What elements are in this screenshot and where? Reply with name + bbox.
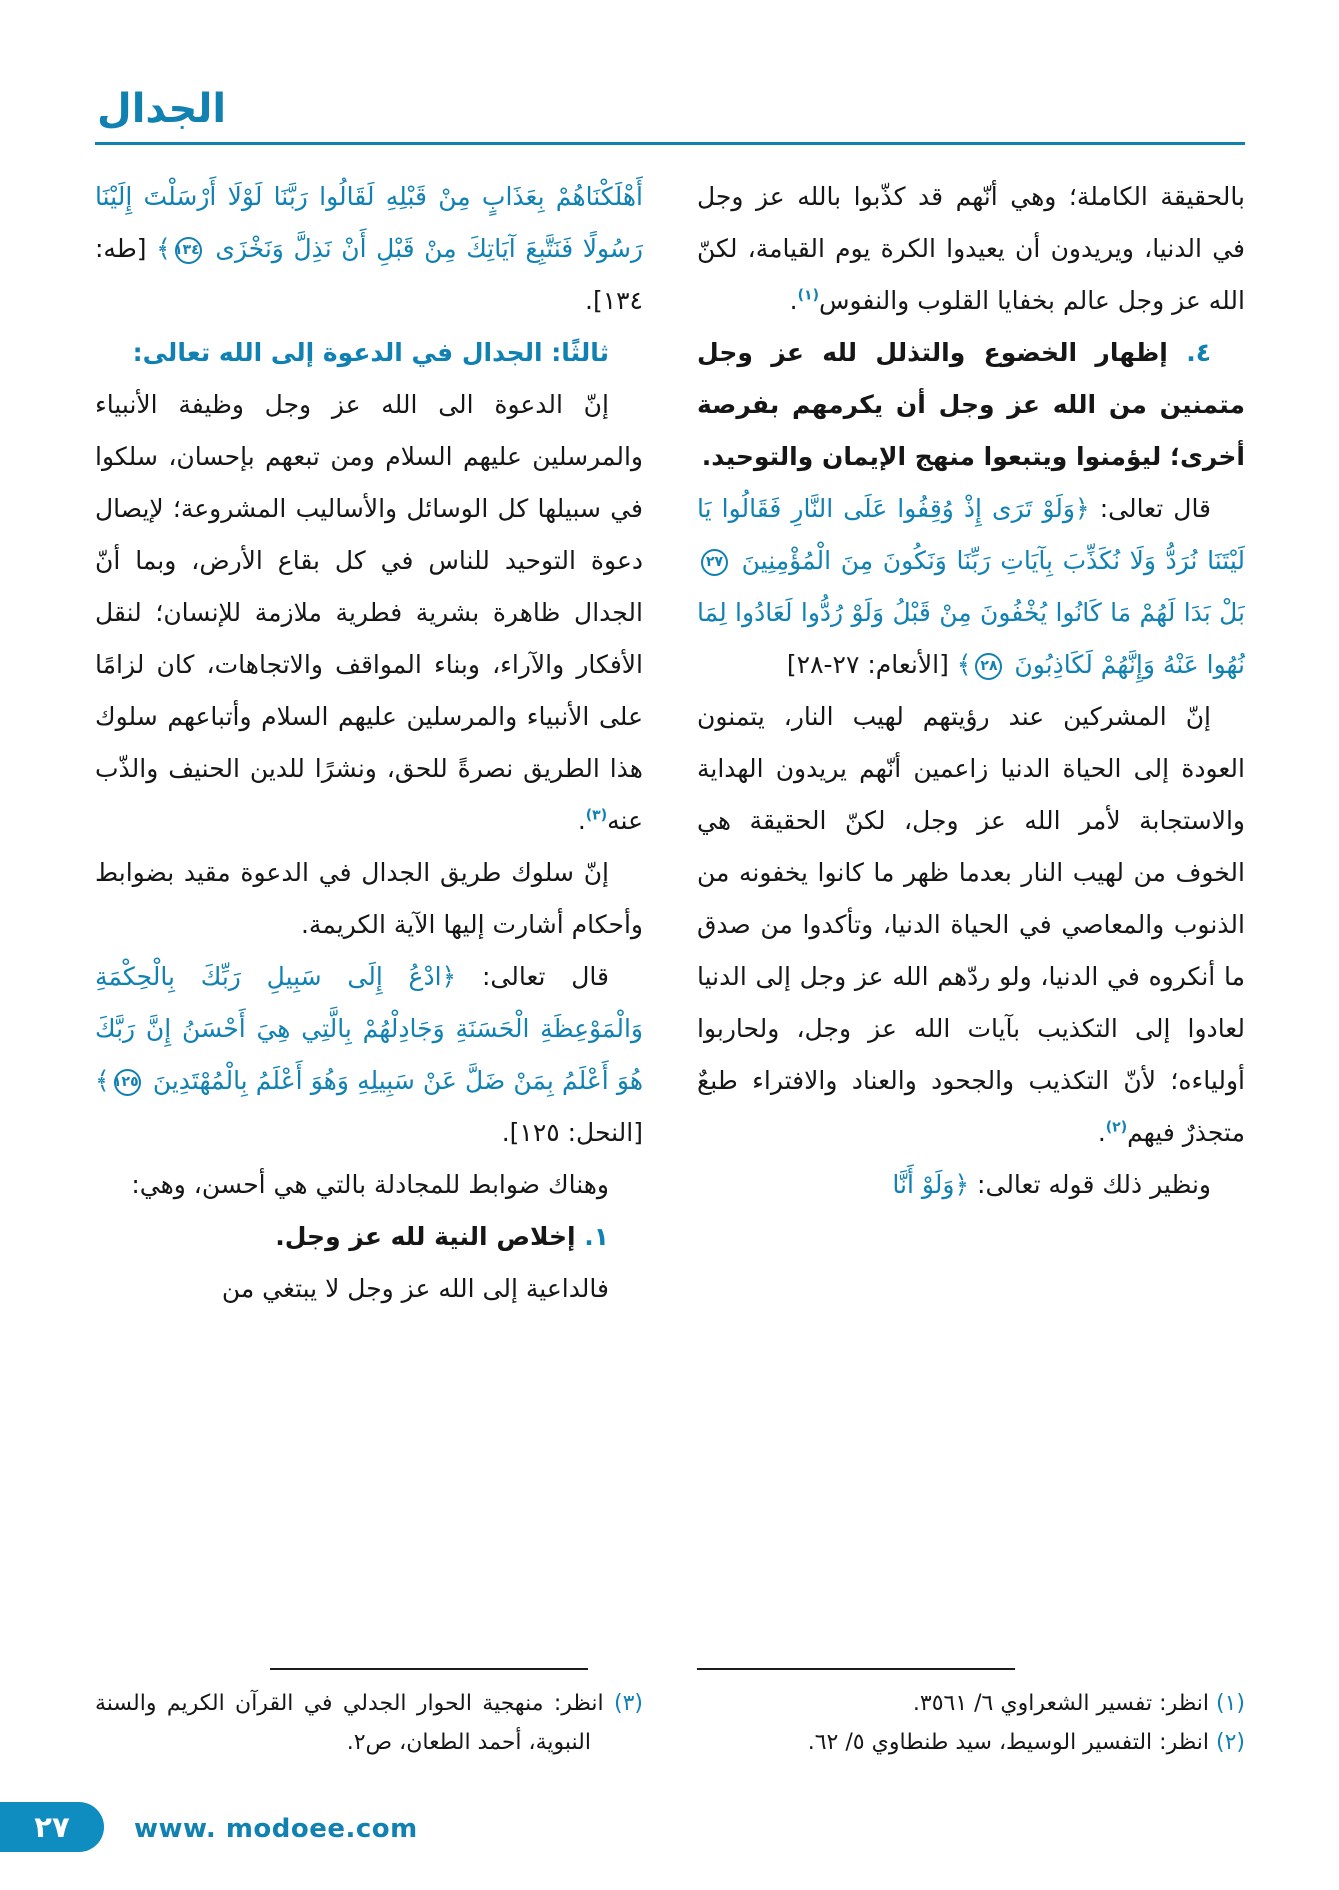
ayah-number: ٢٨: [975, 653, 1002, 680]
text-run: [النحل: ١٢٥].: [501, 1118, 643, 1147]
text-run: قال تعالى:: [456, 962, 609, 991]
website-url: www. modoee.com: [134, 1814, 418, 1844]
ayah-number: ١٣٤: [175, 237, 202, 264]
quran-text: ﴾: [95, 1066, 110, 1095]
para-dawabit: [95, 1159, 643, 1211]
text-run: .: [577, 806, 586, 835]
footnotes-block: [697, 1658, 1245, 1763]
chapter-title: الجدال: [97, 86, 227, 132]
page-content: [95, 88, 1245, 1763]
list-item-1: [95, 1211, 643, 1263]
text-run: إخلاص النية لله عز وجل.: [275, 1222, 576, 1251]
text-run: إنّ الدعوة الى الله عز وجل وظيفة الأنبياء والمرسلين عليهم السلام ومن تبعهم بإحسان، سلكوا في سبيلها كل الوسائل والأساليب المشروعة؛ لإيصال دعوة التوحيد للناس في كل بقاع الأرض، وبما أنّ الجدال ظاهرة بشرية فطرية ملازمة للإنسان؛ لنقل الأفكار والآراء، وبناء المواقف والاتجاهات، كان لزامًا على الأنبياء والمرسلين عليهم السلام وأتباعهم سلوك هذا الطريق نصرةً للحق، ونشرًا للدين الحنيف والذّب عنه: [95, 390, 643, 835]
footnote-marker: (١): [1209, 1690, 1245, 1716]
text-run: إنّ المشركين عند رؤيتهم لهيب النار، يتمنون العودة إلى الحياة الدنيا زاعمين أنّهم يريدون الهداية والاستجابة لأمر الله عز وجل، لكنّ الحقيقة هي الخوف من لهيب النار بعدما ظهر ما كانوا يخفونه من الذنوب والمعاصي في الحياة الدنيا، وتأكدوا من صدق ما أنكروه في الدنيا، ولو ردّهم الله عز وجل إلى الدنيا لعادوا إلى التكذيب بآيات الله عز وجل، ولحاربوا أولياءه؛ لأنّ التكذيب والجحود والعناد والافتراء طبعٌ متجذرٌ فيهم: [697, 702, 1245, 1147]
para-nadhir: [697, 1159, 1245, 1211]
quran-text: ﴿وَلَوْ أَنَّا: [892, 1170, 970, 1199]
page-header: [95, 88, 1245, 145]
text-run: وهناك ضوابط للمجادلة بالتي هي أحسن، وهي:: [131, 1170, 609, 1199]
header-rule: [95, 142, 1245, 145]
footnote-text: انظر: التفسير الوسيط، سيد طنطاوي ٥/ ٦٢.: [807, 1730, 1209, 1756]
footnote-text: انظر: تفسير الشعراوي ٦/ ٣٥٦١.: [912, 1690, 1209, 1716]
quran-quote-taha: [95, 171, 643, 327]
column-left: [95, 171, 643, 1763]
footnote: [697, 1723, 1245, 1763]
footnotes-block: [95, 1658, 643, 1763]
text-columns: [95, 171, 1245, 1763]
text-run: إنّ سلوك طريق الجدال في الدعوة مقيد بضوابط وأحكام أشارت إليها الآية الكريمة.: [95, 858, 643, 939]
para-mushrikin: [697, 691, 1245, 1159]
quran-text: ﴿ادْعُ إِلَى سَبِيلِ رَبِّكَ بِالْحِكْمَةِ وَالْمَوْعِظَةِ الْحَسَنَةِ وَجَادِلْهُمْ بِالَّتِي هِيَ أَحْسَنُ إِنَّ رَبَّكَ هُوَ أَعْلَمُ بِمَنْ ضَلَّ عَنْ سَبِيلِهِ وَهُوَ أَعْلَمُ بِالْمُهْتَدِينَ: [95, 962, 643, 1095]
column-body: [697, 171, 1245, 1381]
text-run: قال تعالى:: [1089, 494, 1212, 523]
footnote-separator: [270, 1668, 588, 1670]
quran-text: أَهْلَكْنَاهُمْ بِعَذَابٍ مِنْ قَبْلِهِ لَقَالُوا رَبَّنَا لَوْلَا أَرْسَلْتَ إِلَيْنَا رَسُولًا فَنَتَّبِعَ آيَاتِكَ مِنْ قَبْلِ أَنْ نَذِلَّ وَنَخْزَى: [95, 182, 643, 263]
footnote-ref: (٢): [1105, 1119, 1128, 1136]
footnote-marker: (٣): [603, 1690, 643, 1716]
para-dawah: [95, 379, 643, 847]
text-run: بالحقيقة الكاملة؛ وهي أنّهم قد كذّبوا بالله عز وجل في الدنيا، ويريدون أن يعيدوا الكرة يوم القيامة، لكنّ الله عز وجل عالم بخفايا القلوب والنفوس: [697, 182, 1245, 315]
text-run: ونظير ذلك قوله تعالى:: [969, 1170, 1211, 1199]
column-body: [95, 171, 643, 1485]
quran-text: ﴾: [956, 650, 972, 679]
text-run: [الأنعام: ٢٧-٢٨]: [786, 650, 957, 679]
text-run: إظهار الخضوع والتذلل لله عز وجل متمنين من الله عز وجل أن يكرمهم بفرصة أخرى؛ ليؤمنوا ويتبعوا منهج الإيمان والتوحيد.: [697, 338, 1245, 471]
para-daiyah: [95, 1263, 643, 1315]
column-right: [697, 171, 1245, 1763]
text-run: ثالثًا: الجدال في الدعوة إلى الله تعالى:: [132, 338, 609, 367]
text-run: [طه: ١٣٤].: [95, 234, 643, 315]
footnote: [95, 1684, 643, 1763]
footnote-marker: (٢): [1209, 1730, 1245, 1756]
quran-quote-nahl: [95, 951, 643, 1159]
list-number: ٤.: [1167, 338, 1211, 367]
quran-text: ﴿وَلَوْ تَرَى إِذْ وُقِفُوا عَلَى النَّارِ فَقَالُوا يَا لَيْتَنَا نُرَدُّ وَلَا نُكَذِّبَ بِآيَاتِ رَبِّنَا وَنَكُونَ مِنَ الْمُؤْمِنِينَ: [697, 494, 1245, 575]
text-run: فالداعية إلى الله عز وجل لا يبتغي من: [221, 1274, 609, 1303]
quran-quote-anam: [697, 483, 1245, 691]
quran-text: ﴾: [156, 234, 171, 263]
footnote-ref: (١): [797, 287, 819, 304]
footnote-ref: (٣): [585, 807, 608, 824]
heading-thalithan: [95, 327, 643, 379]
footnote: [697, 1684, 1245, 1724]
text-run: .: [1097, 1118, 1106, 1147]
ayah-number: ١٢٥: [114, 1069, 141, 1096]
para-continuation: [697, 171, 1245, 327]
footnote-text: انظر: منهجية الحوار الجدلي في القرآن الكريم والسنة النبوية، أحمد الطعان، ص٢.: [95, 1690, 604, 1756]
para-suluk: [95, 847, 643, 951]
ayah-number: ٢٧: [701, 549, 728, 576]
text-run: .: [789, 286, 798, 315]
footnote-separator: [697, 1668, 1015, 1670]
page-number-badge: ٢٧: [0, 1802, 104, 1852]
quran-text: بَلْ بَدَا لَهُمْ مَا كَانُوا يُخْفُونَ مِنْ قَبْلُ وَلَوْ رُدُّوا لَعَادُوا لِمَا نُهُوا عَنْهُ وَإِنَّهُمْ لَكَاذِبُونَ: [697, 598, 1245, 679]
list-number: ١.: [575, 1222, 609, 1251]
list-item-4: [697, 327, 1245, 483]
